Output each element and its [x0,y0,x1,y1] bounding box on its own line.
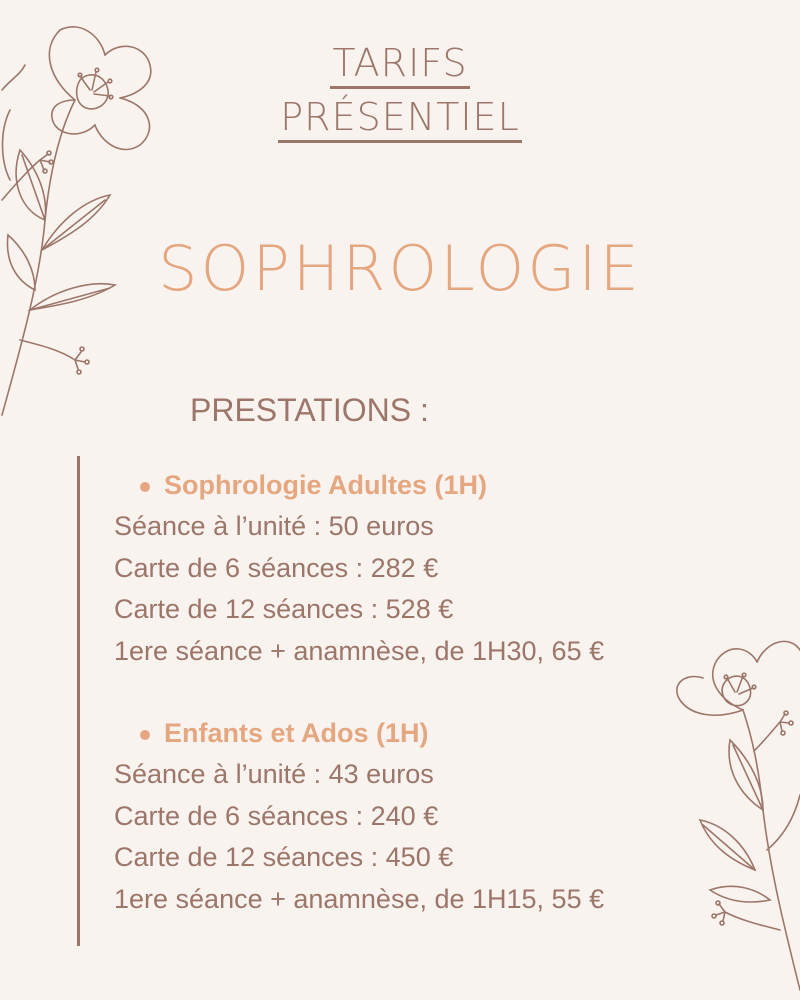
price-line: Carte de 12 séances : 528 € [114,594,454,624]
bullet-icon [140,482,150,492]
price-line: 1ere séance + anamnèse, de 1H30, 65 € [114,635,605,666]
section-children [114,713,604,920]
price-line: Carte de 12 séances : 450 € [114,842,454,872]
subject-heading: SOPHROLOGIE [158,232,642,305]
price-line: Carte de 6 séances : 282 € [114,552,439,583]
price-line: 1ere séance + anamnèse, de 1H15, 55 € [114,883,605,914]
flower-illustration-bottom-right [655,630,800,1000]
title-line-2: PRÉSENTIEL [278,94,521,143]
section-heading-text: Enfants et Ados (1H) [164,718,429,748]
price-line: Carte de 6 séances : 240 € [114,800,439,831]
vertical-divider [77,456,80,946]
section-adults [114,465,604,672]
section-heading-text: Sophrologie Adultes (1H) [164,470,487,500]
bullet-icon [140,730,150,740]
page-title [0,40,800,148]
price-line: Séance à l’unité : 43 euros [114,759,434,789]
price-line: Séance à l’unité : 50 euros [114,511,434,541]
section-heading [114,713,604,754]
prestations-heading: PRESTATIONS : [190,392,429,428]
title-line-1: TARIFS [330,40,469,89]
section-heading [114,465,604,506]
